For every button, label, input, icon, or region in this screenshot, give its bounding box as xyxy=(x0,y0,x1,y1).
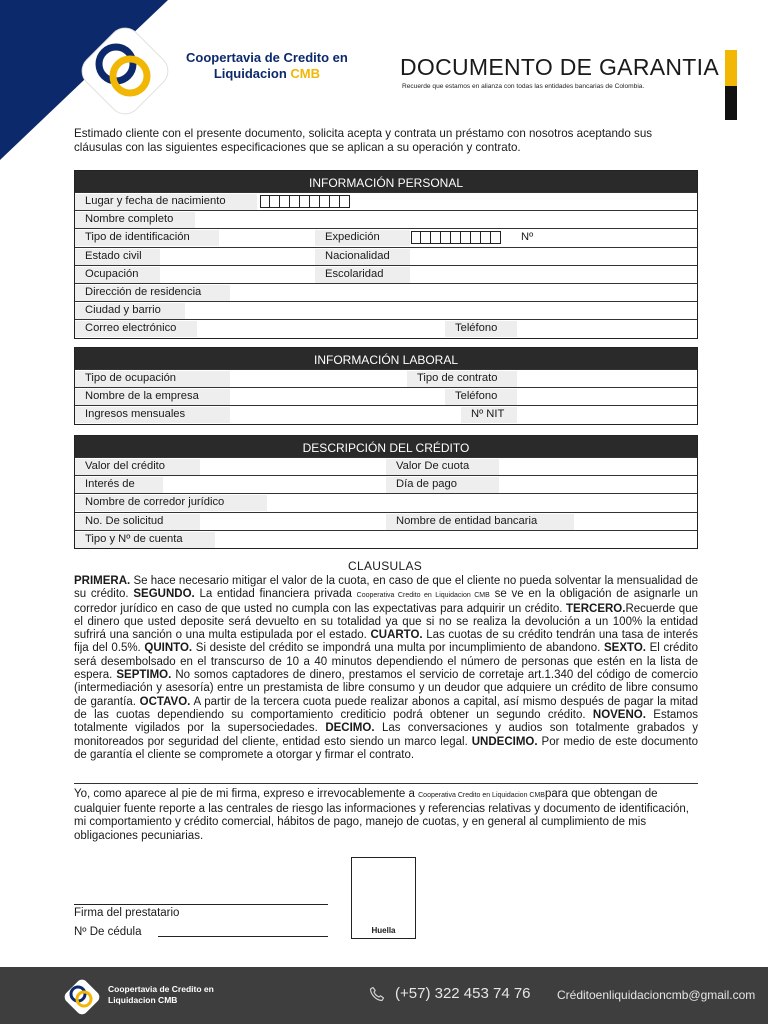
row-occupation-type xyxy=(75,369,697,387)
phone-icon xyxy=(369,986,385,1002)
label-birth: Lugar y fecha de nacimiento xyxy=(75,194,257,210)
label-expedition: Expedición xyxy=(315,230,410,246)
label-company: Nombre de la empresa xyxy=(75,389,230,405)
auth-text: para que obtengan de cualquier fuente reporte a las centrales de riesgo las informaciones y referencias relativas y documento de identificación, mi comportamiento y crédito comercial, hábitos de pago, manejo de cuotas, y en general al cumplimiento de mis obligaciones pecuniarias. xyxy=(74,788,689,842)
clause-key: NOVENO. xyxy=(592,708,646,721)
footer-logo-icon xyxy=(60,975,104,1019)
logo-icon xyxy=(72,18,178,124)
label-occupation-type: Tipo de ocupación xyxy=(75,371,230,387)
clause-key: QUINTO. xyxy=(144,642,193,655)
document-subtitle: Recuerde que estamos en alianza con todas las entidades bancarias de Colombia. xyxy=(402,83,645,90)
brand-name xyxy=(186,50,348,82)
clause-text: La entidad financiera privada xyxy=(194,588,357,601)
clause-key: CUARTO. xyxy=(370,629,423,642)
label-pay-day: Día de pago xyxy=(386,477,499,493)
signature-label: Firma del prestatario xyxy=(74,907,180,919)
work-info-section xyxy=(74,347,698,425)
label-account: Tipo y Nº de cuenta xyxy=(75,532,215,548)
authorization-text xyxy=(74,788,698,843)
footer-phone[interactable]: (+57) 322 453 74 76 xyxy=(395,985,531,1002)
intro-text: Estimado cliente con el presente documento, solicita acepta y contrata un préstamo con nosotros aceptando sus cláusulas con las siguientes especificaciones que se aplican a su operación y contrato. xyxy=(74,127,653,154)
clause-key: SEXTO. xyxy=(603,642,646,655)
row-broker xyxy=(75,493,697,511)
clause-key: UNDECIMO. xyxy=(471,735,538,748)
row-address xyxy=(75,283,697,301)
label-nit: Nº NIT xyxy=(461,407,517,423)
document-title: DOCUMENTO DE GARANTIA xyxy=(400,54,719,80)
section-title: INFORMACIÓN LABORAL xyxy=(75,348,697,369)
expedition-boxes[interactable] xyxy=(411,231,501,244)
row-id-type xyxy=(75,228,697,246)
cedula-label: Nº De cédula xyxy=(74,926,142,938)
signature-line[interactable] xyxy=(74,904,328,905)
row-city xyxy=(75,301,697,319)
black-bar xyxy=(725,86,737,120)
label-address: Dirección de residencia xyxy=(75,285,230,301)
brand-accent: CMB xyxy=(290,66,320,81)
label-email: Correo electrónico xyxy=(75,321,197,337)
label-city: Ciudad y barrio xyxy=(75,303,185,319)
label-phone: Teléfono xyxy=(445,321,517,337)
row-civil xyxy=(75,247,697,265)
clause-key: OCTAVO. xyxy=(139,695,191,708)
fingerprint-box[interactable] xyxy=(351,857,416,939)
clause-key: PRIMERA. xyxy=(74,575,131,587)
row-birth xyxy=(75,192,697,210)
row-interest xyxy=(75,475,697,493)
cedula-line[interactable] xyxy=(158,936,328,937)
clause-entity-name: Cooperativa Credito en Liquidacion CMB xyxy=(356,592,490,600)
label-number: Nº xyxy=(511,230,541,246)
label-civil: Estado civil xyxy=(75,249,160,265)
clauses-title: CLAUSULAS xyxy=(348,559,423,573)
clause-text: Estamos totalmente vigilados por la supersociedades. xyxy=(74,708,699,735)
divider xyxy=(74,783,698,784)
label-request: No. De solicitud xyxy=(75,514,200,530)
clause-text: se ve en la obligación de asignarle un corredor jurídico en caso de que usted no cumpla con las expectativas para adquirir un crédito. xyxy=(74,588,699,615)
section-title: INFORMACIÓN PERSONAL xyxy=(75,171,697,192)
label-fee: Valor De cuota xyxy=(386,459,499,475)
auth-text: Yo, como aparece al pie de mi firma, expreso e irrevocablemente a xyxy=(74,788,419,800)
brand-line2 xyxy=(186,66,348,82)
label-broker: Nombre de corredor jurídico xyxy=(75,495,267,511)
label-income: Ingresos mensuales xyxy=(75,407,230,423)
clause-text: El crédito será desembolsado en el transcurso de 10 a 40 minutos dependiendo el número de personas que estén en la lista de espera. xyxy=(74,642,698,682)
clause-text: No somos captadores de dinero, prestamos el servicio de corretaje art.1.340 del código de comercio (intermediación y asesoría) entre un prestamista de libre consumo y un deudor que adquiere un crédito de libre consumo de garantía. xyxy=(74,669,698,708)
label-contract-type: Tipo de contrato xyxy=(407,371,517,387)
clause-text: Por medio de este documento de garantía el cliente se compromete a otorgar y firmar el contrato. xyxy=(74,735,699,761)
row-request xyxy=(75,512,697,530)
row-credit-value xyxy=(75,457,697,475)
label-name: Nombre completo xyxy=(75,212,195,228)
label-nationality: Nacionalidad xyxy=(315,249,410,265)
brand-line2-text: Liquidacion xyxy=(213,66,287,81)
footer-email[interactable]: Créditoenliquidacioncmb@gmail.com xyxy=(557,988,756,1002)
row-account xyxy=(75,530,697,548)
clause-key: SEPTIMO. xyxy=(116,669,172,682)
birth-date-boxes[interactable] xyxy=(260,195,350,208)
clauses-text xyxy=(74,575,698,762)
row-income xyxy=(75,405,697,423)
personal-info-section xyxy=(74,170,698,339)
row-company xyxy=(75,387,697,405)
clause-text: Las cuotas de su crédito tendrán una tasa de interés fija del 0.5%. xyxy=(74,629,698,655)
fingerprint-label: Huella xyxy=(371,926,396,935)
clause-text: A partir de la tercera cuota puede realizar abonos a capital, así mismo después de pagar la mitad de las cuotas dependiendo su comportamiento crediticio podrá obtener un segundo crédito. xyxy=(74,695,699,721)
label-occupation: Ocupación xyxy=(75,267,160,283)
section-title: DESCRIPCIÓN DEL CRÉDITO xyxy=(75,436,697,457)
label-schooling: Escolaridad xyxy=(315,267,410,283)
label-interest: Interés de xyxy=(75,477,163,493)
clause-key: SEGUNDO. xyxy=(133,588,195,601)
row-email xyxy=(75,319,697,337)
label-bank: Nombre de entidad bancaria xyxy=(386,514,574,530)
footer-brand-line2: Liquidacion CMB xyxy=(108,995,178,1005)
clause-text: Recuerde que el dinero que usted deposite será devuelto en su totalidad ya que si no se realiza la devolución a un 100% la entidad sufrirá una sanción o una multa estipulada por el estado. xyxy=(74,602,698,642)
clause-key: DECIMO. xyxy=(325,722,375,735)
label-credit-value: Valor del crédito xyxy=(75,459,200,475)
credit-section xyxy=(74,435,698,549)
row-name xyxy=(75,210,697,228)
footer xyxy=(0,967,768,1024)
auth-entity-name: Cooperativa Credito en Liquidacion CMB xyxy=(418,792,545,799)
label-work-phone: Teléfono xyxy=(445,389,517,405)
yellow-bar xyxy=(725,50,737,86)
clause-text: Se hace necesario mitigar el valor de la cuota, en caso de que el cliente no pueda solventar la mensualidad de su crédito. xyxy=(74,575,698,601)
label-id-type: Tipo de identificación xyxy=(75,230,219,246)
clause-text: Si desiste del crédito se impondrá una multa por incumplimiento de abandono. xyxy=(192,642,604,655)
footer-brand xyxy=(108,984,214,1006)
clause-key: TERCERO. xyxy=(566,602,626,615)
clause-text: Las conversaciones y audios son totalmente grabados y monitoreados por seguridad del cliente, entidad esto siendo un marco legal. xyxy=(74,722,699,748)
row-occupation xyxy=(75,265,697,283)
footer-brand-line1: Coopertavia de Credito en xyxy=(108,984,214,994)
brand-line1: Coopertavia de Credito en xyxy=(186,50,348,65)
